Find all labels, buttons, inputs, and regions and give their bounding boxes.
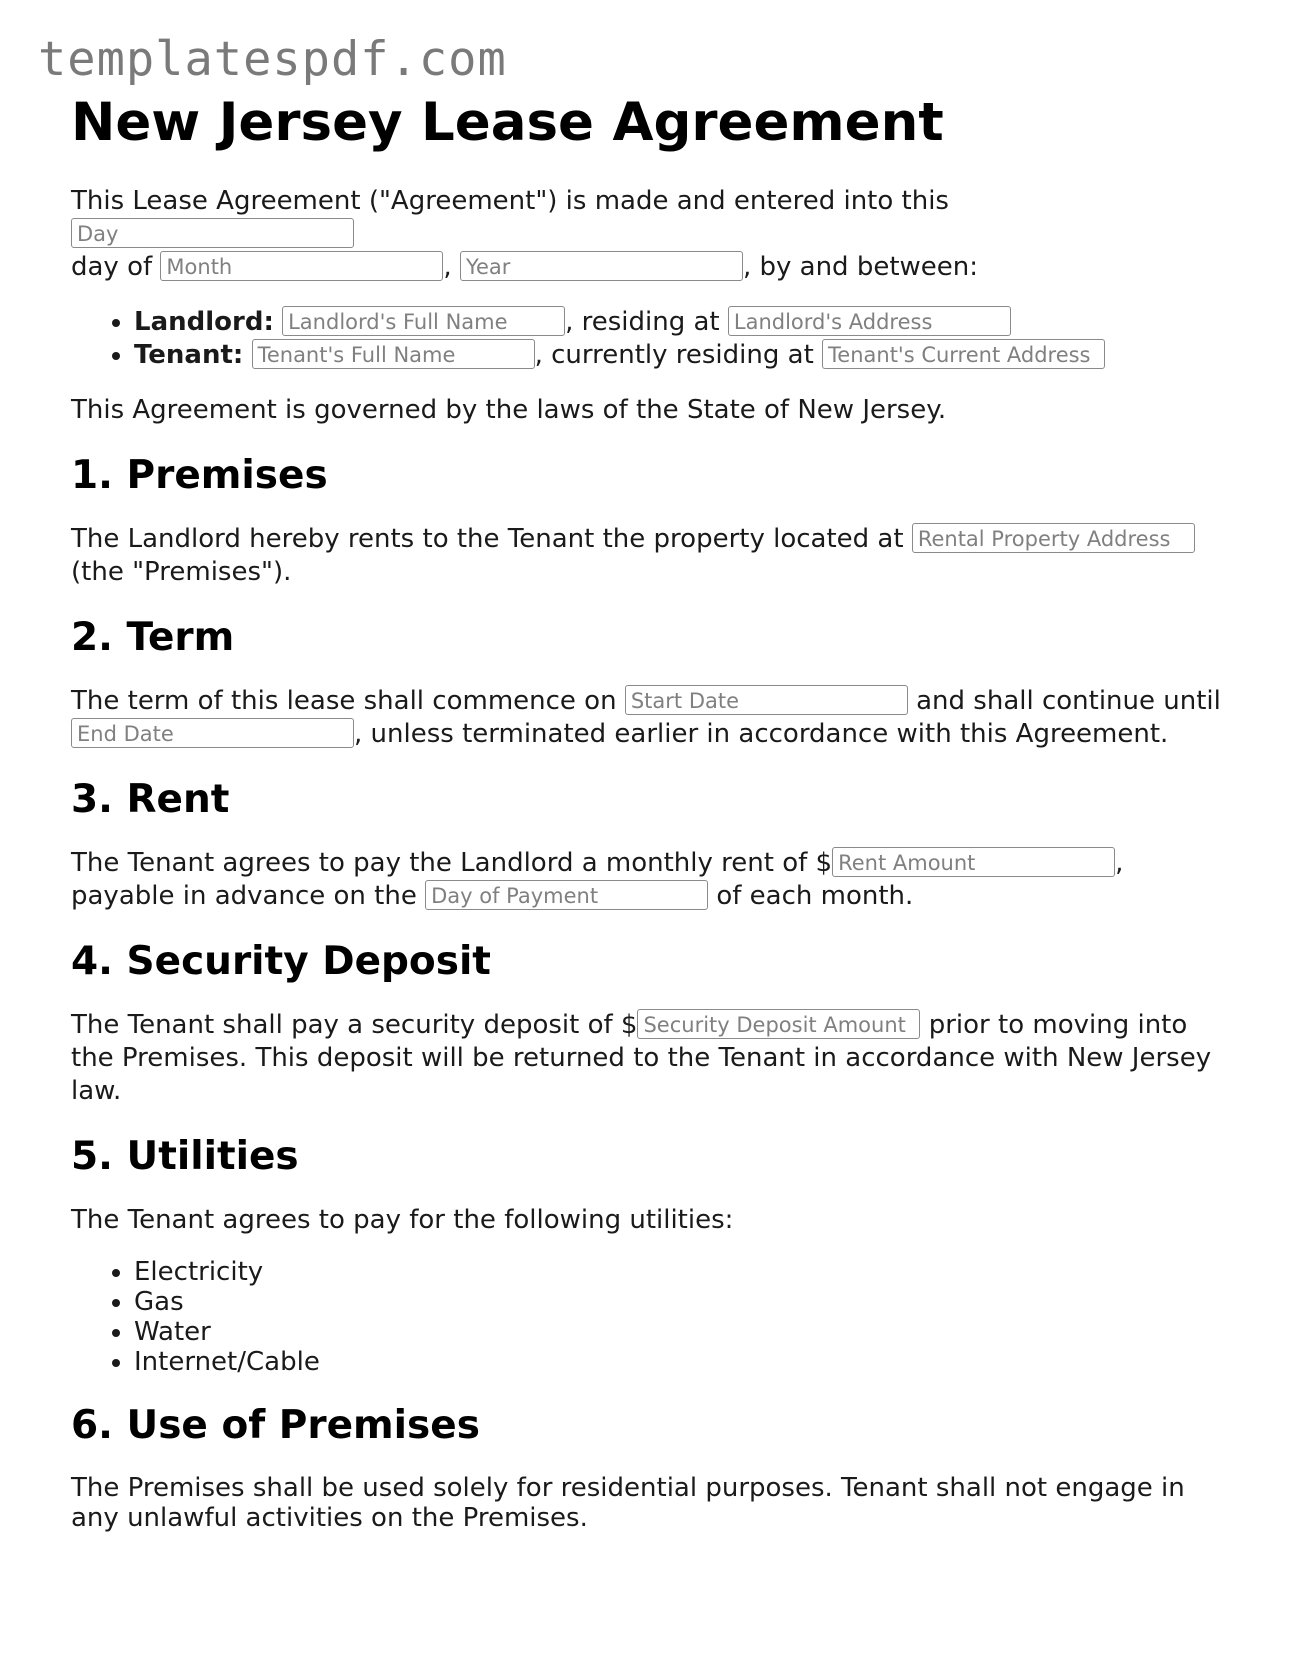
- tenant-residing-text: , currently residing at: [534, 340, 814, 370]
- page-title: New Jersey Lease Agreement: [71, 92, 944, 153]
- term-text-2: and shall continue until: [916, 686, 1221, 716]
- rent-text-1: The Tenant agrees to pay the Landlord a monthly rent of $: [71, 848, 833, 878]
- term-text-3: , unless terminated earlier in accordance with this Agreement.: [354, 719, 1169, 749]
- intro-text-2: day of: [71, 252, 153, 282]
- parties-list: [71, 306, 1231, 372]
- tenant-label: Tenant:: [134, 340, 244, 370]
- rent-paragraph: [71, 847, 1231, 913]
- landlord-residing-text: , residing at: [565, 307, 720, 337]
- rent-amount-field[interactable]: Rent Amount: [832, 847, 1115, 877]
- section-rent-heading: 3. Rent: [71, 777, 230, 822]
- intro-text-3: , by and between:: [742, 252, 979, 282]
- intro-paragraph: [71, 185, 1231, 284]
- month-field[interactable]: Month: [160, 251, 443, 281]
- list-item: • Water: [134, 1317, 1231, 1347]
- intro-text-1: This Lease Agreement ("Agreement") is made and entered into this: [71, 186, 949, 216]
- tenant-name-field[interactable]: Tenant's Full Name: [252, 339, 535, 369]
- landlord-label: Landlord:: [134, 307, 274, 337]
- landlord-address-field[interactable]: Landlord's Address: [728, 306, 1011, 336]
- rent-text-2: , payable in advance on the: [71, 848, 1124, 911]
- premises-paragraph: [71, 523, 1231, 589]
- use-text: The Premises shall be used solely for residential purposes. Tenant shall not engage in any unlawful activities on the Premises.: [71, 1473, 1185, 1533]
- list-item: • Internet/Cable: [134, 1347, 1231, 1377]
- rent-text-3: of each month.: [716, 881, 914, 911]
- list-item: • Gas: [134, 1287, 1231, 1317]
- year-field[interactable]: Year: [460, 251, 743, 281]
- deposit-text-2: prior to moving into the Premises. This deposit will be returned to the Tenant in accordance with New Jersey law.: [71, 1010, 1212, 1106]
- section-premises-heading: 1. Premises: [71, 453, 328, 498]
- section-deposit-heading: 4. Security Deposit: [71, 939, 491, 984]
- payment-day-field[interactable]: Day of Payment: [425, 880, 708, 910]
- term-text-1: The term of this lease shall commence on: [71, 686, 617, 716]
- section-use-heading: 6. Use of Premises: [71, 1403, 480, 1448]
- section-term-heading: 2. Term: [71, 615, 235, 660]
- term-paragraph: [71, 685, 1231, 751]
- deposit-text-1: The Tenant shall pay a security deposit of $: [71, 1010, 638, 1040]
- end-date-field[interactable]: End Date: [71, 718, 354, 748]
- intro-comma: ,: [443, 252, 452, 282]
- utilities-text: The Tenant agrees to pay for the following utilities:: [71, 1205, 734, 1235]
- document-body: [71, 92, 1231, 1533]
- governing-law-text: This Agreement is governed by the laws of the State of New Jersey.: [71, 395, 947, 425]
- list-item: • Electricity: [134, 1257, 1231, 1287]
- premises-text-1: The Landlord hereby rents to the Tenant the property located at: [71, 524, 904, 554]
- tenant-address-field[interactable]: Tenant's Current Address: [822, 339, 1105, 369]
- day-field[interactable]: Day: [71, 218, 354, 248]
- premises-text-2: (the "Premises").: [71, 557, 292, 587]
- watermark: templatespdf.com: [38, 32, 507, 87]
- rental-address-field[interactable]: Rental Property Address: [912, 523, 1195, 553]
- deposit-paragraph: [71, 1009, 1231, 1108]
- start-date-field[interactable]: Start Date: [625, 685, 908, 715]
- tenant-item: [134, 339, 1231, 372]
- deposit-amount-field[interactable]: Security Deposit Amount: [637, 1009, 920, 1039]
- landlord-name-field[interactable]: Landlord's Full Name: [282, 306, 565, 336]
- utilities-list: [71, 1257, 1231, 1377]
- landlord-item: [134, 306, 1231, 339]
- section-utilities-heading: 5. Utilities: [71, 1134, 299, 1179]
